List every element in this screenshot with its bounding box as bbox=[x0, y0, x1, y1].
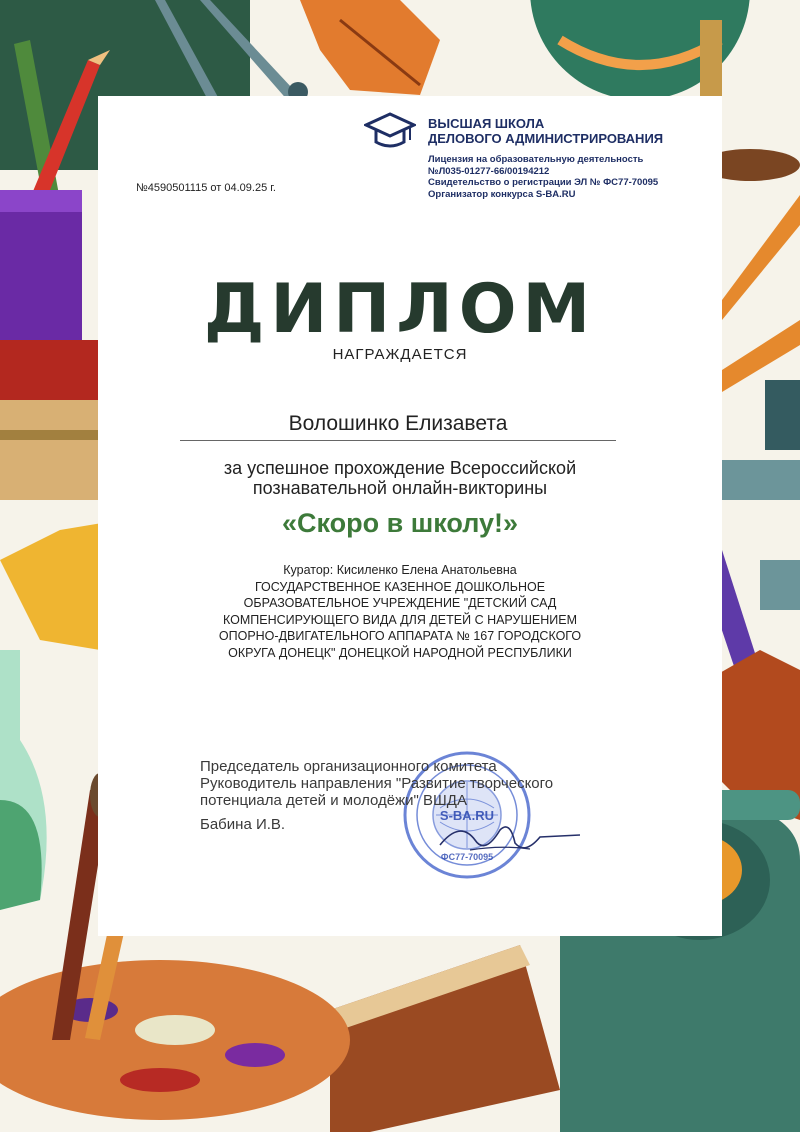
institution-line: КОМПЕНСИРУЮЩЕГО ВИДА ДЛЯ ДЕТЕЙ С НАРУШЕНИЕМ bbox=[222, 612, 577, 627]
book-stack-icon bbox=[0, 340, 98, 500]
signatory-line: потенциала детей и молодёжи" ВШДА bbox=[200, 792, 467, 809]
document-number: №4590501115 от 04.09.25 г. bbox=[136, 182, 276, 194]
diploma-subtitle: НАГРАЖДАЕТСЯ bbox=[332, 346, 468, 363]
organizer-line: Организатор конкурса S-BA.RU bbox=[428, 188, 576, 200]
recipient-name: Волошинко Елизавета bbox=[288, 412, 508, 435]
curator-line: Куратор: Кисиленко Елена Анатольевна bbox=[283, 563, 517, 577]
institution-line: ГОСУДАРСТВЕННОЕ КАЗЕННОЕ ДОШКОЛЬНОЕ bbox=[254, 580, 546, 594]
institution-line: ОКРУГА ДОНЕЦК" ДОНЕЦКОЙ НАРОДНОЙ РЕСПУБЛИКИ bbox=[228, 645, 572, 660]
signatory-title bbox=[200, 758, 553, 809]
license-info bbox=[428, 154, 658, 200]
stamp-number-text: ФС77-70095 bbox=[440, 852, 494, 862]
flask-icon bbox=[0, 650, 47, 910]
event-title: «Скоро в школу!» bbox=[281, 508, 519, 538]
achievement-line: за успешное прохождение Всероссийской bbox=[223, 458, 577, 478]
license-number: №Л035-01277-66/00194212 bbox=[428, 165, 550, 177]
maple-leaf-icon bbox=[300, 0, 440, 95]
graduation-cap-icon bbox=[364, 112, 416, 152]
institution-line: ОПОРНО-ДВИГАТЕЛЬНОГО АППАРАТА № 167 ГОРОДСКОГО bbox=[218, 629, 582, 644]
registration-line: Свидетельство о регистрации ЭЛ № ФС77-70095 bbox=[428, 177, 659, 188]
old-book-icon bbox=[330, 945, 560, 1132]
diploma-title: ДИПЛОМ bbox=[203, 270, 597, 349]
recipient-underline bbox=[180, 440, 616, 441]
org-name-line: ВЫСШАЯ ШКОЛА bbox=[428, 116, 545, 131]
organization-name bbox=[428, 116, 663, 146]
institution-name bbox=[150, 579, 650, 661]
achievement-line: познавательной онлайн-викторины bbox=[252, 478, 548, 498]
handwritten-signature bbox=[430, 815, 590, 865]
institution-line: ОБРАЗОВАТЕЛЬНОЕ УЧРЕЖДЕНИЕ "ДЕТСКИЙ САД bbox=[243, 596, 557, 611]
signatory-line: Председатель организационного комитета bbox=[200, 758, 497, 775]
signatory-line: Руководитель направления "Развитие творческого bbox=[200, 775, 554, 792]
microscope-icon bbox=[722, 380, 800, 610]
license-line: Лицензия на образовательную деятельность bbox=[428, 154, 644, 165]
org-name-line: ДЕЛОВОГО АДМИНИСТРИРОВАНИЯ bbox=[428, 131, 664, 146]
stamp-center-text: S-BA.RU bbox=[439, 808, 495, 823]
achievement-text bbox=[150, 458, 650, 498]
signatory-name: Бабина И.В. bbox=[200, 816, 286, 833]
